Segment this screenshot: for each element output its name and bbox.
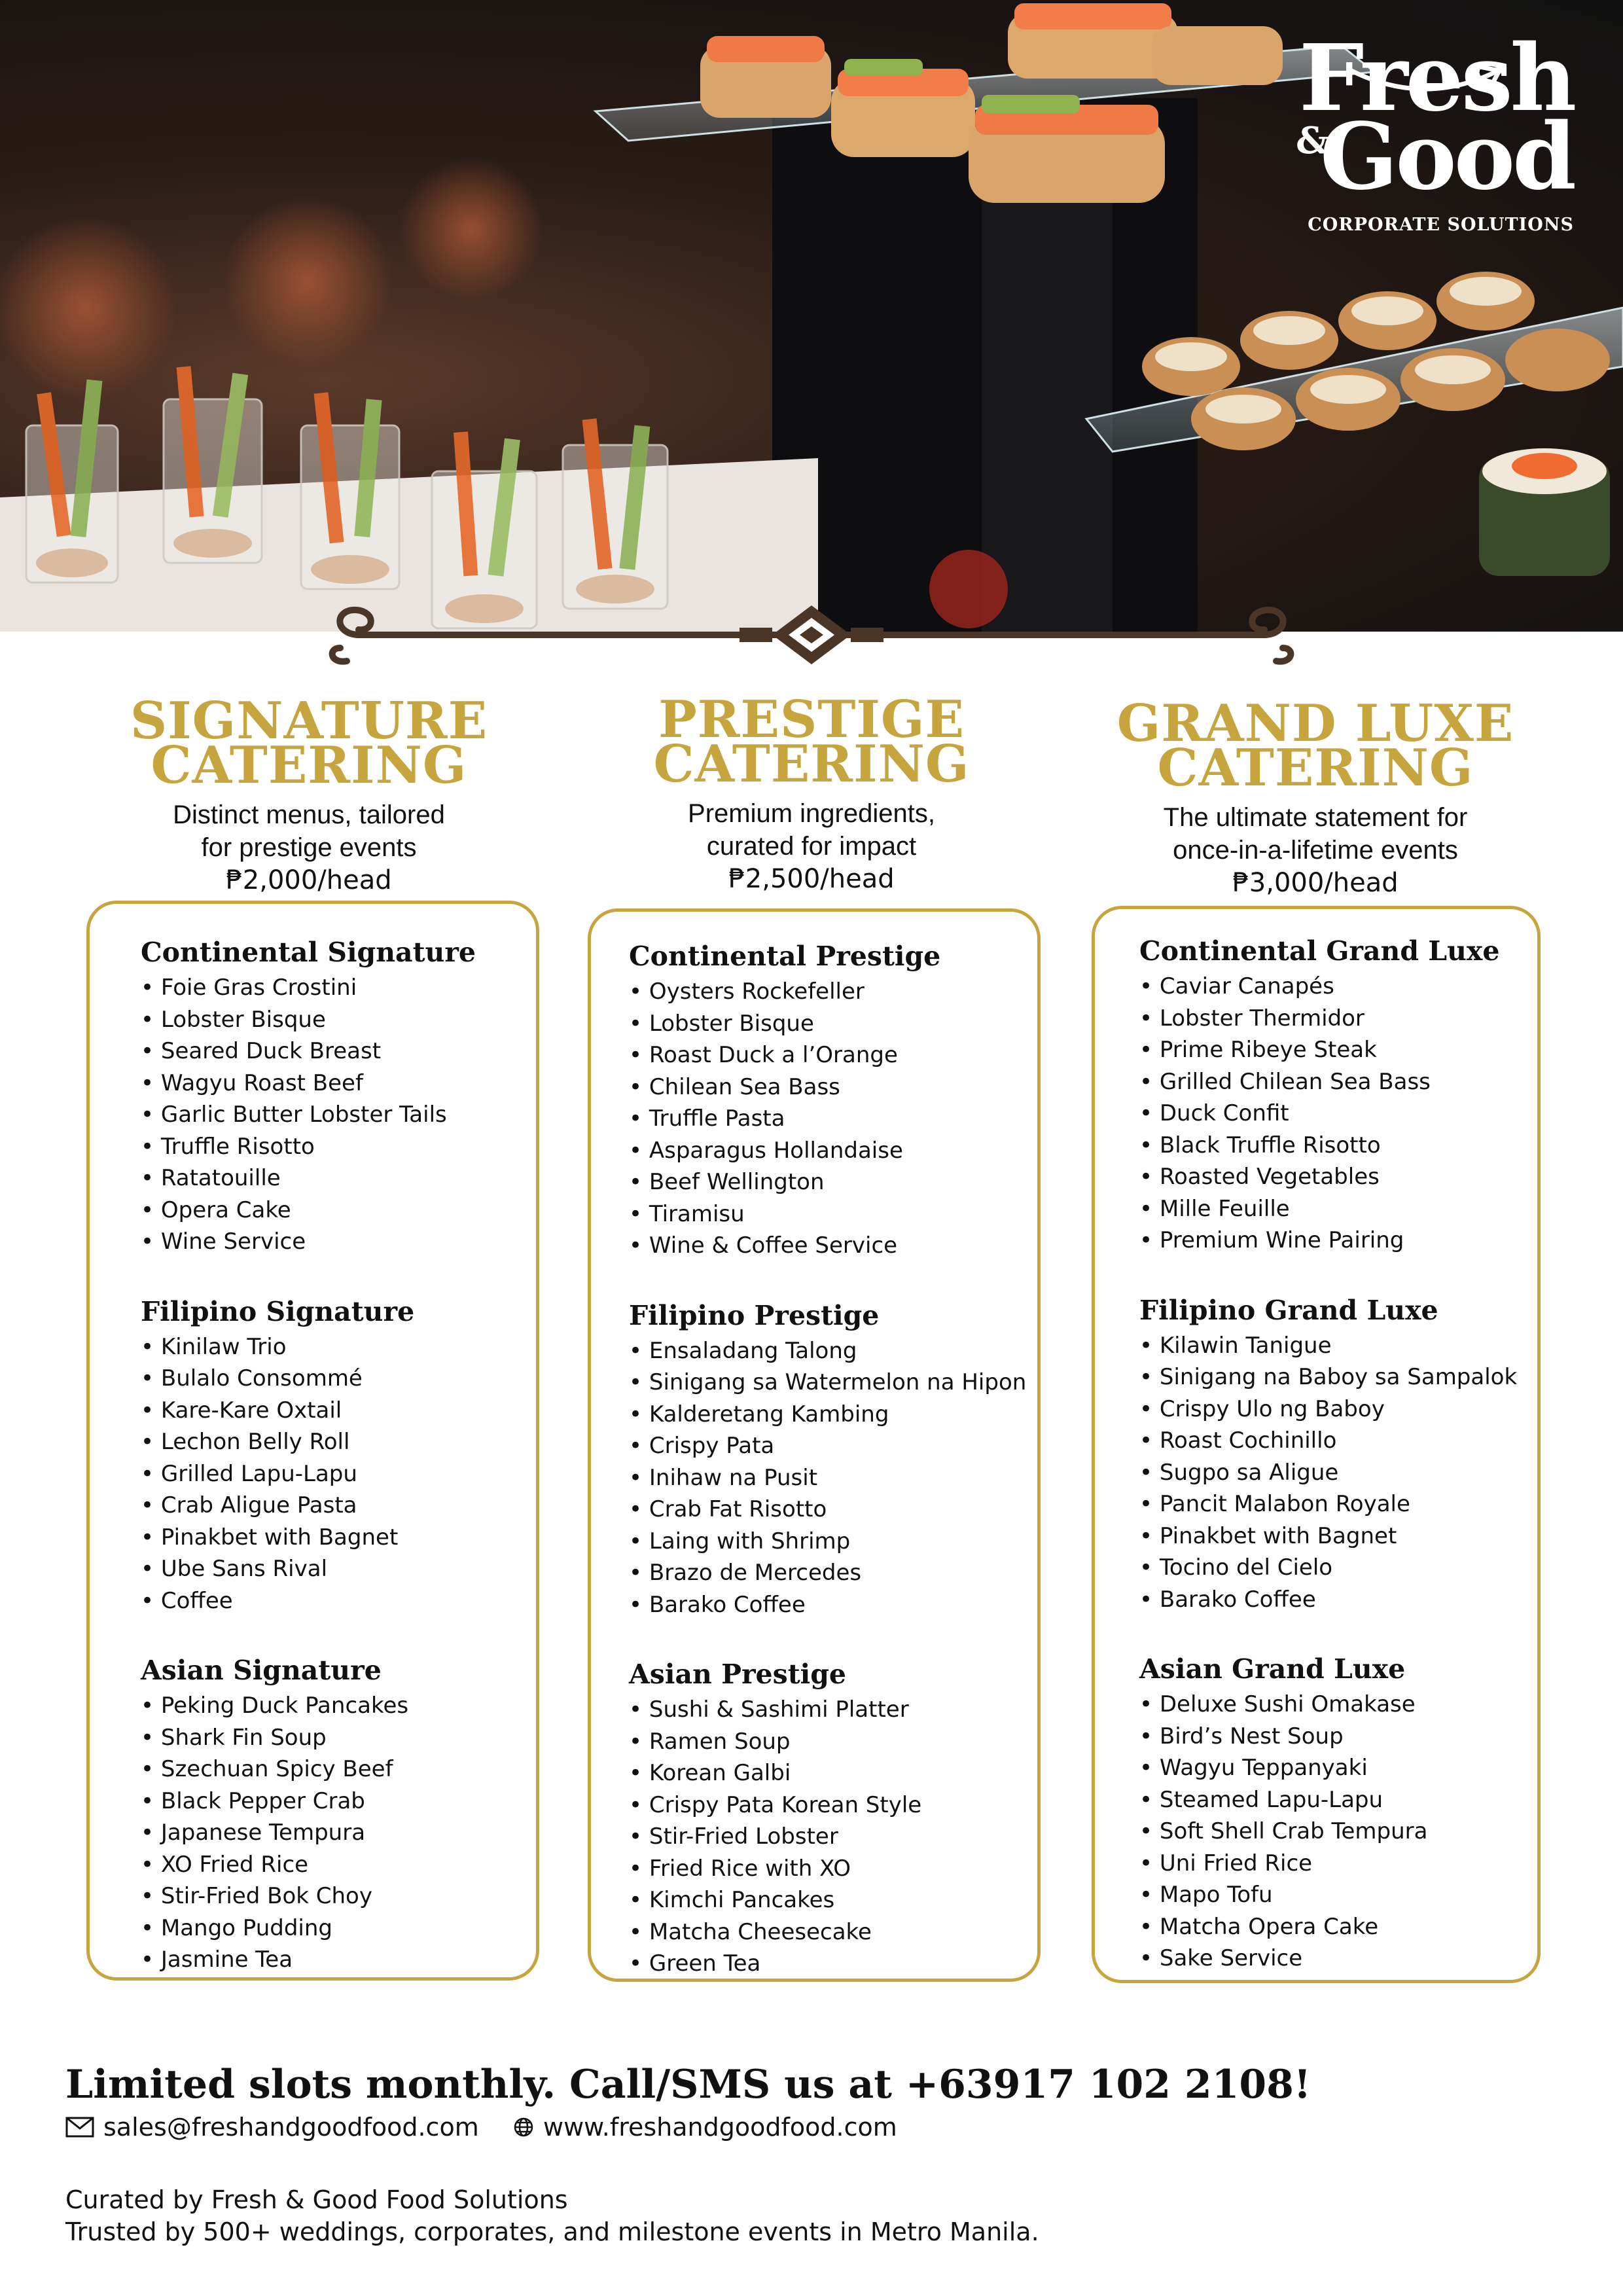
menu-item: • Roast Cochinillo xyxy=(1139,1425,1537,1457)
menu-item: • Wine Service xyxy=(141,1226,536,1258)
menu-group-title: Asian Grand Luxe xyxy=(1139,1653,1406,1685)
menu-item: • Ube Sans Rival xyxy=(141,1553,536,1585)
menu-item: • Mapo Tofu xyxy=(1139,1879,1537,1911)
menu-item: • Tocino del Cielo xyxy=(1139,1552,1537,1584)
menu-item: • Pancit Malabon Royale xyxy=(1139,1488,1537,1520)
menu-group xyxy=(1139,934,1537,1257)
menu-item: • Premium Wine Pairing xyxy=(1139,1225,1537,1257)
menu-list xyxy=(629,1335,1037,1621)
contact-website[interactable] xyxy=(513,2113,897,2142)
trusted-by-text: Trusted by 500+ weddings, corporates, and milestone events in Metro Manila. xyxy=(65,2217,1039,2246)
menu-item: • Barako Coffee xyxy=(629,1589,1037,1621)
website-link[interactable]: www.freshandgoodfood.com xyxy=(543,2113,897,2142)
menu-item: • Pinakbet with Bagnet xyxy=(141,1522,536,1554)
curated-by-text: Curated by Fresh & Good Food Solutions xyxy=(65,2185,568,2214)
email-link[interactable]: sales@freshandgoodfood.com xyxy=(103,2113,479,2142)
menu-item: • Laing with Shrimp xyxy=(629,1526,1037,1558)
tier-description xyxy=(576,797,1047,863)
menu-group-title: Filipino Prestige xyxy=(629,1299,880,1331)
tier-description xyxy=(1080,801,1551,867)
menu-item: • Barako Coffee xyxy=(1139,1584,1537,1616)
menu-item: • Sinigang sa Watermelon na Hipon xyxy=(629,1367,1037,1399)
menu-group xyxy=(1139,1293,1537,1616)
menu-group-title: Asian Signature xyxy=(141,1655,382,1686)
menu-list xyxy=(141,1331,536,1617)
menu-item: • Pinakbet with Bagnet xyxy=(1139,1520,1537,1552)
menu-item: • Lobster Bisque xyxy=(141,1004,536,1036)
menu-item: • Crispy Pata xyxy=(629,1430,1037,1462)
menu-item: • Brazo de Mercedes xyxy=(629,1557,1037,1589)
menu-list xyxy=(1139,1689,1537,1975)
menu-item: • Coffee xyxy=(141,1585,536,1617)
menu-group xyxy=(141,1653,536,1976)
menu-item: • Lechon Belly Roll xyxy=(141,1426,536,1458)
menu-item: • XO Fried Rice xyxy=(141,1849,536,1881)
globe-icon xyxy=(513,2117,534,2138)
menu-item: • Asparagus Hollandaise xyxy=(629,1135,1037,1167)
menu-item: • Peking Duck Pancakes xyxy=(141,1690,536,1722)
menu-item: • Stir-Fried Bok Choy xyxy=(141,1880,536,1912)
menu-item: • Matcha Opera Cake xyxy=(1139,1911,1537,1943)
menu-item: • Soft Shell Crab Tempura xyxy=(1139,1816,1537,1848)
menu-group-title: Continental Signature xyxy=(141,937,476,968)
ornament-divider xyxy=(321,596,1302,674)
menu-item: • Beef Wellington xyxy=(629,1166,1037,1198)
menu-box-signature xyxy=(86,901,539,1981)
menu-item: • Wagyu Roast Beef xyxy=(141,1067,536,1100)
menu-group-title: Asian Prestige xyxy=(629,1659,846,1690)
menu-group xyxy=(141,935,536,1258)
menu-item: • Truffle Pasta xyxy=(629,1103,1037,1135)
tier-desc-line1: Premium ingredients, xyxy=(688,799,935,828)
tier-desc-line2: once-in-a-lifetime events xyxy=(1173,836,1458,865)
menu-item: • Sake Service xyxy=(1139,1943,1537,1975)
menu-item: • Bird’s Nest Soup xyxy=(1139,1721,1537,1753)
menu-item: • Deluxe Sushi Omakase xyxy=(1139,1689,1537,1721)
menu-item: • Sushi & Sashimi Platter xyxy=(629,1694,1037,1726)
menu-item: • Lobster Thermidor xyxy=(1139,1003,1537,1035)
menu-list xyxy=(1139,1330,1537,1616)
menu-item: • Grilled Lapu-Lapu xyxy=(141,1458,536,1490)
tier-desc-line2: curated for impact xyxy=(706,832,917,861)
logo-tagline: CORPORATE SOLUTIONS xyxy=(1308,215,1574,235)
menu-item: • Crispy Ulo ng Baboy xyxy=(1139,1393,1537,1426)
menu-group-title: Continental Prestige xyxy=(629,941,941,972)
tier-title-line1: SIGNATURE xyxy=(130,691,488,751)
menu-list xyxy=(1139,971,1537,1257)
menu-item: • Inihaw na Pusit xyxy=(629,1462,1037,1494)
menu-item: • Foie Gras Crostini xyxy=(141,972,536,1004)
contact-email[interactable] xyxy=(65,2113,479,2142)
menu-box-grand-luxe xyxy=(1092,906,1541,1983)
menu-list xyxy=(141,1690,536,1976)
tier-title xyxy=(1080,694,1551,798)
menu-item: • Mango Pudding xyxy=(141,1912,536,1945)
menu-item: • Fried Rice with XO xyxy=(629,1853,1037,1885)
menu-item: • Prime Ribeye Steak xyxy=(1139,1034,1537,1066)
menu-item: • Ensaladang Talong xyxy=(629,1335,1037,1367)
menu-item: • Wine & Coffee Service xyxy=(629,1230,1037,1262)
tier-title-line1: PRESTIGE xyxy=(658,690,965,749)
menu-item: • Korean Galbi xyxy=(629,1757,1037,1789)
tier-title xyxy=(576,690,1047,794)
menu-item: • Sinigang na Baboy sa Sampalok xyxy=(1139,1361,1537,1393)
menu-item: • Black Truffle Risotto xyxy=(1139,1130,1537,1162)
tier-price: ₱2,500/head xyxy=(728,864,895,894)
menu-item: • Matcha Cheesecake xyxy=(629,1916,1037,1948)
logo-ampersand: & xyxy=(1296,119,1329,162)
logo-fresh: Fresh xyxy=(1299,25,1575,132)
menu-item: • Tiramisu xyxy=(629,1198,1037,1230)
call-to-action: Limited slots monthly. Call/SMS us at +63917 102 2108! xyxy=(65,2062,1311,2108)
menu-item: • Crispy Pata Korean Style xyxy=(629,1789,1037,1821)
logo-smile-arrow-icon xyxy=(1345,58,1515,103)
tier-grand-luxe-heading xyxy=(1080,694,1551,899)
menu-group xyxy=(1139,1652,1537,1975)
menu-item: • Green Tea xyxy=(629,1948,1037,1980)
menu-item: • Duck Confit xyxy=(1139,1098,1537,1130)
menu-item: • Caviar Canapés xyxy=(1139,971,1537,1003)
menu-item: • Truffle Risotto xyxy=(141,1131,536,1163)
menu-group-title: Continental Grand Luxe xyxy=(1139,935,1500,967)
footer-credits xyxy=(65,2184,1039,2248)
tier-price: ₱2,000/head xyxy=(226,865,392,895)
menu-group xyxy=(629,939,1037,1262)
menu-group-title: Filipino Grand Luxe xyxy=(1139,1294,1438,1326)
menu-group xyxy=(141,1295,536,1617)
menu-list xyxy=(141,972,536,1258)
menu-item: • Kilawin Tanigue xyxy=(1139,1330,1537,1362)
menu-item: • Sugpo sa Aligue xyxy=(1139,1457,1537,1489)
menu-item: • Bulalo Consommé xyxy=(141,1363,536,1395)
tier-description xyxy=(73,798,544,864)
menu-item: • Japanese Tempura xyxy=(141,1817,536,1849)
menu-item: • Stir-Fried Lobster xyxy=(629,1821,1037,1853)
menu-item: • Wagyu Teppanyaki xyxy=(1139,1752,1537,1784)
menu-item: • Chilean Sea Bass xyxy=(629,1071,1037,1103)
menu-item: • Crab Fat Risotto xyxy=(629,1494,1037,1526)
menu-item: • Kalderetang Kambing xyxy=(629,1399,1037,1431)
menu-item: • Mille Feuille xyxy=(1139,1193,1537,1225)
menu-item: • Shark Fin Soup xyxy=(141,1722,536,1754)
envelope-icon xyxy=(65,2117,94,2138)
menu-item: • Szechuan Spicy Beef xyxy=(141,1753,536,1785)
tier-prestige-heading xyxy=(576,690,1047,895)
logo-good: Good xyxy=(1319,103,1574,211)
menu-item: • Jasmine Tea xyxy=(141,1944,536,1976)
menu-item: • Uni Fried Rice xyxy=(1139,1848,1537,1880)
menu-list xyxy=(629,1694,1037,1980)
menu-item: • Steamed Lapu-Lapu xyxy=(1139,1784,1537,1816)
brand-logo xyxy=(1296,25,1575,235)
menu-item: • Opera Cake xyxy=(141,1194,536,1227)
menu-item: • Grilled Chilean Sea Bass xyxy=(1139,1066,1537,1098)
menu-item: • Kare-Kare Oxtail xyxy=(141,1395,536,1427)
menu-item: • Garlic Butter Lobster Tails xyxy=(141,1099,536,1131)
menu-group-title: Filipino Signature xyxy=(141,1295,415,1327)
menu-item: • Seared Duck Breast xyxy=(141,1035,536,1067)
hero-photo xyxy=(0,0,1623,632)
menu-item: • Ratatouille xyxy=(141,1162,536,1194)
menu-box-prestige xyxy=(588,908,1041,1982)
menu-item: • Kinilaw Trio xyxy=(141,1331,536,1363)
tier-title-line2: CATERING xyxy=(151,736,467,795)
tier-title-line1: GRAND LUXE xyxy=(1116,694,1514,753)
menu-item: • Crab Aligue Pasta xyxy=(141,1490,536,1522)
tier-price: ₱3,000/head xyxy=(1232,868,1399,898)
tier-desc-line1: The ultimate statement for xyxy=(1163,803,1468,832)
tier-desc-line2: for prestige events xyxy=(201,833,417,862)
tier-title-line2: CATERING xyxy=(1157,738,1474,798)
menu-item: • Roasted Vegetables xyxy=(1139,1161,1537,1193)
menu-item: • Oysters Rockefeller xyxy=(629,976,1037,1008)
tier-signature-heading xyxy=(73,691,544,897)
menu-list xyxy=(629,976,1037,1262)
menu-item: • Lobster Bisque xyxy=(629,1008,1037,1040)
menu-item: • Kimchi Pancakes xyxy=(629,1884,1037,1916)
tier-title-line2: CATERING xyxy=(653,734,970,794)
menu-group xyxy=(629,1657,1037,1980)
menu-item: • Black Pepper Crab xyxy=(141,1785,536,1818)
menu-item: • Ramen Soup xyxy=(629,1726,1037,1758)
tier-title xyxy=(73,691,544,795)
menu-group xyxy=(629,1299,1037,1621)
tier-desc-line1: Distinct menus, tailored xyxy=(173,800,445,829)
menu-item: • Roast Duck a l’Orange xyxy=(629,1039,1037,1071)
